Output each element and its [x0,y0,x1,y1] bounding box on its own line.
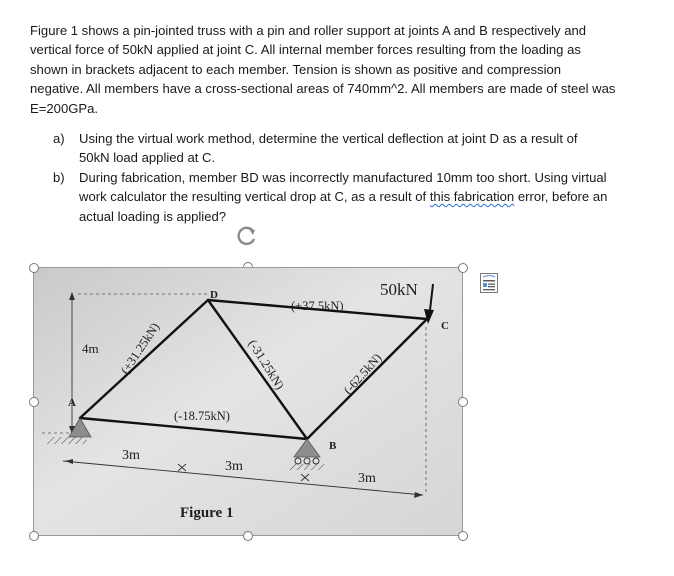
rotate-handle-icon[interactable] [233,222,261,250]
joint-label-c: C [441,320,449,332]
figure-caption: Figure 1 [180,505,234,521]
resize-handle-right[interactable] [458,397,468,407]
layout-options-icon[interactable] [480,273,498,293]
question-line: 50kN load applied at C. [79,150,216,166]
joint-label-a: A [68,397,76,409]
load-label: 50kN [380,280,418,299]
line-text: error, before an [514,189,608,205]
question-line [79,187,653,206]
intro-line: vertical force of 50kN applied at joint C. All internal member forces resulting from the loading as [30,42,581,58]
question-a [53,129,653,168]
resize-handle-bottom-right[interactable] [458,531,468,541]
height-label: 4m [82,341,99,356]
span-label-3: 3m [358,471,376,486]
resize-handle-left[interactable] [29,397,39,407]
question-b [53,168,653,226]
joint-label-d: D [210,289,218,301]
problem-statement [30,21,645,118]
intro-line: shown in brackets adjacent to each member. Tension is shown as positive and compression [30,61,562,77]
span-label-1: 3m [122,448,140,463]
spelling-flagged-text[interactable]: this fabrication [429,189,515,205]
force-label-ab: (-18.75kN) [174,409,230,423]
selection-frame [33,267,463,536]
force-label-bd: (-31.25kN) [245,337,287,392]
resize-handle-top-right[interactable] [458,263,468,273]
span-label-2: 3m [225,459,243,474]
question-text [79,129,653,168]
force-label-bc: (-62.5kN) [340,350,385,398]
question-line: Using the virtual work method, determine the vertical deflection at joint D as a result of [79,131,578,146]
intro-line: E=200GPa. [30,100,99,116]
resize-handle-top-left[interactable] [29,263,39,273]
question-line: During fabrication, member BD was incorrectly manufactured 10mm too short. Using virtual [79,169,607,185]
force-label-dc: (+37.5kN) [291,299,344,313]
question-list [53,129,653,226]
intro-line: negative. All members have a cross-sectional areas of 740mm^2. All members are made of steel was [30,81,616,97]
intro-line: Figure 1 shows a pin-jointed truss with a pin and roller support at joints A and B respectively and [30,23,587,38]
resize-handle-bottom-left[interactable] [29,531,39,541]
question-label: a) [53,131,65,146]
question-label: b) [53,169,65,185]
question-line: actual loading is applied? [79,208,227,224]
question-text [79,168,653,226]
resize-handle-bottom[interactable] [243,531,253,541]
line-text: work calculator the resulting vertical drop at C, as a result of [79,189,430,205]
force-label-ad: (+31.25kN) [117,320,163,377]
joint-label-b: B [329,440,337,452]
